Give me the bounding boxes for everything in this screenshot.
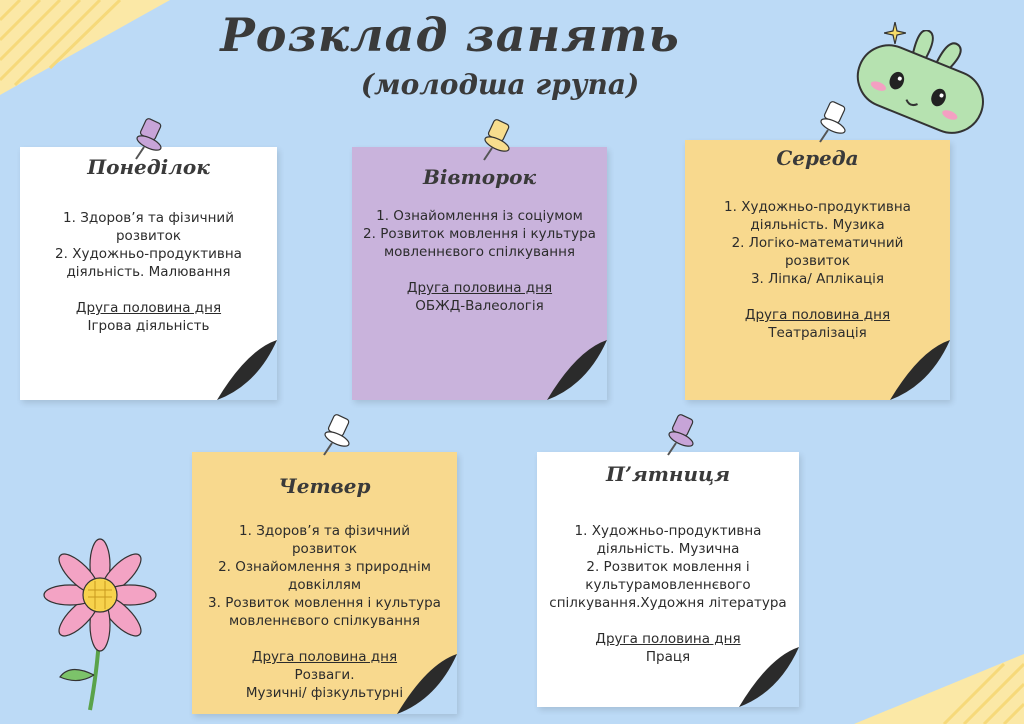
lesson-line: довкіллям <box>287 577 362 593</box>
lesson-line: 2. Розвиток мовлення і культура <box>363 226 596 242</box>
second-half-activity: Праця <box>645 649 691 665</box>
note-body-monday <box>30 209 267 335</box>
lesson-line: мовленнєвого спілкування <box>383 244 576 260</box>
lesson-line: 1. Здоров’я та фізичний <box>63 210 234 226</box>
pushpin-icon <box>816 100 856 144</box>
page-curl <box>739 647 799 707</box>
note-body-wednesday <box>695 198 940 342</box>
note-monday <box>20 147 277 400</box>
lesson-line: 2. Розвиток мовлення і <box>586 559 750 575</box>
page-curl <box>890 340 950 400</box>
lesson-line: 1. Здоров’я та фізичний <box>239 523 410 539</box>
note-friday <box>537 452 799 707</box>
day-title-monday: Понеділок <box>87 155 210 179</box>
lesson-line: 2. Логіко-математичний <box>731 235 904 251</box>
second-half-label: Друга половина дня <box>75 300 222 316</box>
lesson-line: 1. Художньо-продуктивна <box>574 523 762 539</box>
lesson-line: 1. Художньо-продуктивна <box>724 199 911 215</box>
second-half-label: Друга половина дня <box>251 649 398 665</box>
corner-stripes-bottom-right <box>854 654 1024 724</box>
note-thursday <box>192 452 457 714</box>
lesson-line: мовленнєвого спілкування <box>228 613 421 629</box>
second-half-activity: Розваги. <box>294 667 355 683</box>
second-half-label: Друга половина дня <box>595 631 741 647</box>
corner-stripes-top-left <box>0 0 170 95</box>
note-body-tuesday <box>362 207 597 315</box>
lesson-line: культурамовленнєвого <box>585 577 751 593</box>
pushpin-icon <box>320 413 360 457</box>
lesson-line: розвиток <box>291 541 357 557</box>
pushpin-icon <box>480 118 520 162</box>
lesson-line: 2. Ознайомлення з природнім <box>218 559 431 575</box>
lesson-line: спілкування.Художня література <box>549 595 787 611</box>
second-half-label: Друга половина дня <box>744 307 891 323</box>
day-title-friday: Пʼятниця <box>605 462 731 486</box>
lesson-line: 3. Розвиток мовлення і культура <box>208 595 441 611</box>
second-half-activity: Музичні/ фізкультурні <box>245 685 404 701</box>
day-title-thursday: Четвер <box>278 474 371 498</box>
page-curl <box>397 654 457 714</box>
bunny-mascot-icon <box>845 30 995 150</box>
page-curl <box>547 340 607 400</box>
second-half-activity: ОБЖД-Валеологія <box>415 298 544 314</box>
note-wednesday <box>685 140 950 400</box>
note-body-friday <box>547 522 789 666</box>
day-title-tuesday: Вівторок <box>423 165 536 189</box>
second-half-activity: Ігрова діяльність <box>87 318 210 334</box>
lesson-line: діяльність. Музична <box>596 541 740 557</box>
lesson-line: розвиток <box>784 253 850 269</box>
pushpin-icon <box>132 117 172 161</box>
lesson-line: 1. Ознайомлення із соціумом <box>376 208 583 224</box>
lesson-line: діяльність. Музика <box>750 217 885 233</box>
lesson-line: діяльність. Малювання <box>66 264 231 280</box>
lesson-line: 3. Ліпка/ Аплікація <box>750 271 885 287</box>
lesson-line: 2. Художньо-продуктивна <box>55 246 242 262</box>
flower-icon <box>30 535 170 715</box>
page-title: Розклад занять <box>220 8 680 62</box>
second-half-label: Друга половина дня <box>406 280 553 296</box>
pushpin-icon <box>664 413 704 457</box>
page-curl <box>217 340 277 400</box>
day-title-wednesday: Середа <box>776 146 859 170</box>
lesson-line: розвиток <box>115 228 181 244</box>
page-subtitle: (молодша група) <box>360 68 640 101</box>
note-tuesday <box>352 147 607 400</box>
second-half-activity: Театралізація <box>768 325 867 341</box>
